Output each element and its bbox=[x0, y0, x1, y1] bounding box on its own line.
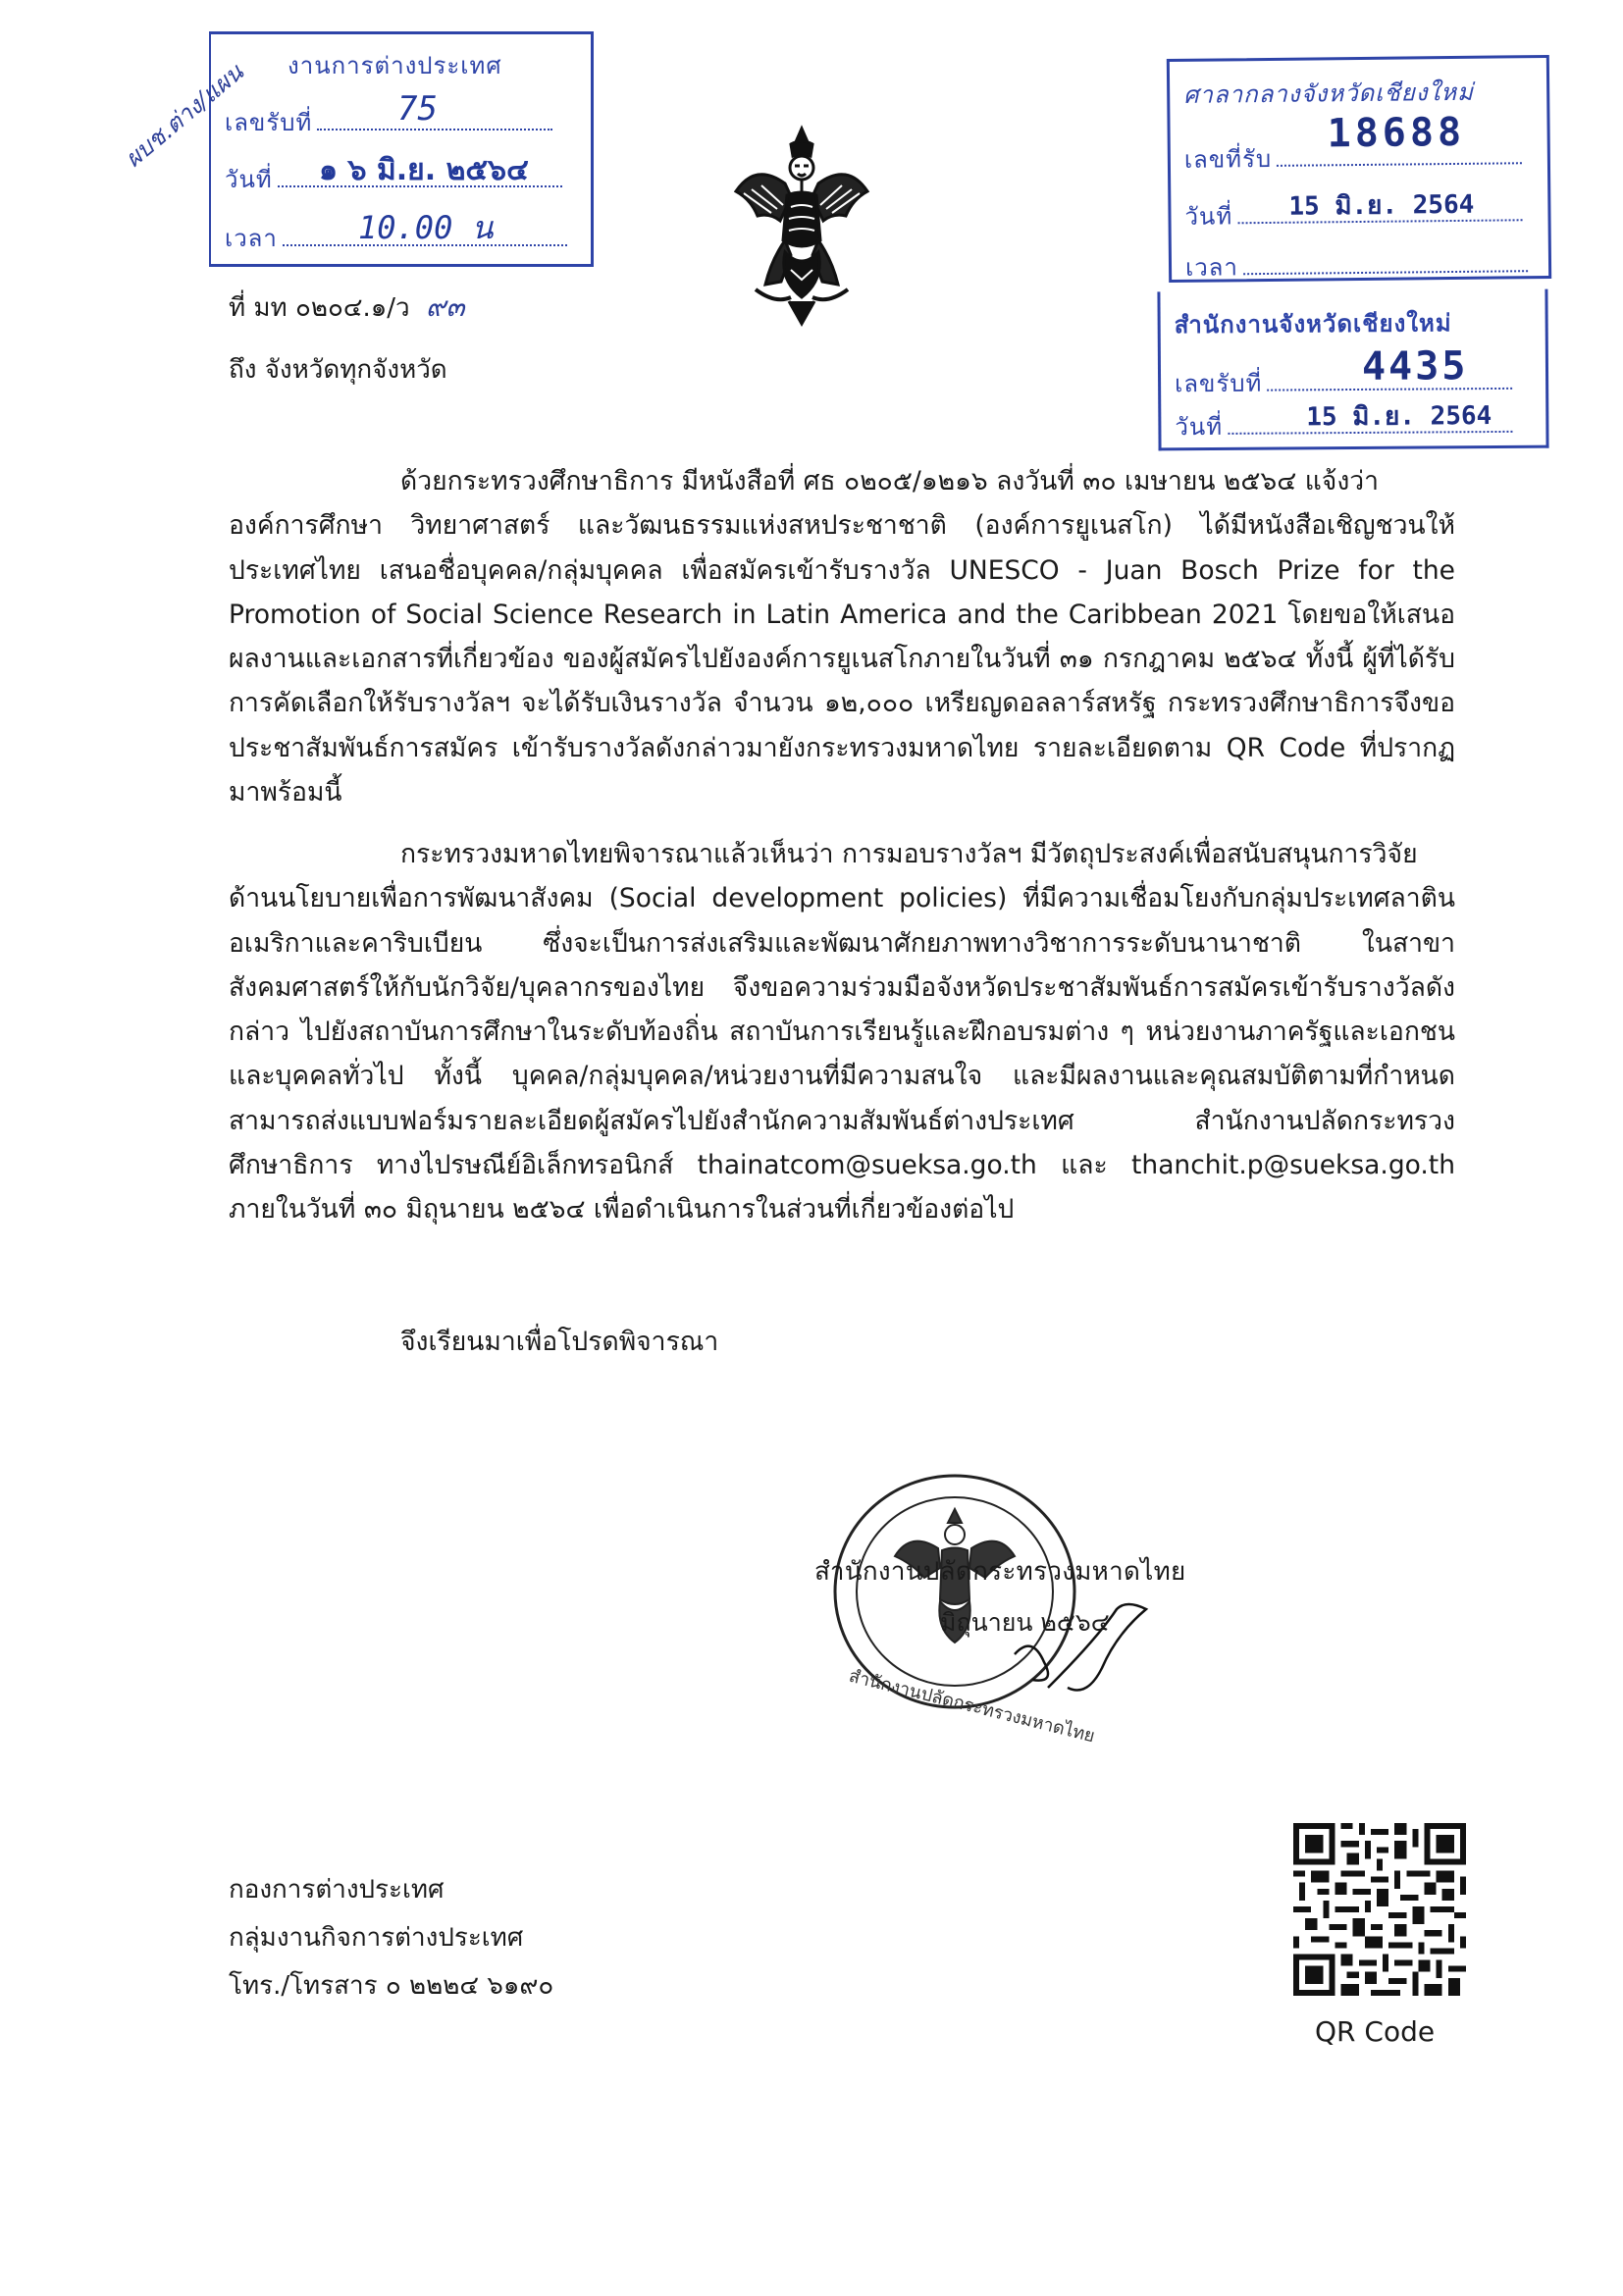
handwritten-side-note: ผบช.ต่าง/แผน bbox=[119, 58, 249, 174]
qr-code-icon[interactable] bbox=[1293, 1823, 1466, 1996]
stamp-receive-label: เลขรับที่ bbox=[1174, 369, 1263, 398]
paragraph-2 bbox=[229, 832, 1455, 1232]
closing-line: จึงเรียนมาเพื่อโปรดพิจารณา bbox=[400, 1327, 719, 1357]
seal-ring-text: สำนักงานปลัดกระทรวงมหาดไทย bbox=[846, 1665, 1097, 1748]
stamp-date-value: 15 มิ.ย. 2564 bbox=[1288, 189, 1475, 222]
contact-phone: โทร./โทรสาร ๐ ๒๒๒๔ ๖๑๙๐ bbox=[229, 1971, 554, 2001]
paragraph-2-first-line: กระทรวงมหาดไทยพิจารณาแล้วเห็นว่า การมอบรางวัลฯ มีวัตถุประสงค์เพื่อสนับสนุนการวิจัย bbox=[400, 839, 1418, 869]
stamp-title: ศาลากลางจังหวัดเชียงใหม่ bbox=[1183, 78, 1474, 109]
stamp-receive-label: เลขที่รับ bbox=[1183, 144, 1273, 174]
group-name: กลุ่มงานกิจการต่างประเทศ bbox=[229, 1923, 524, 1953]
reference-number-text: ที่ มท ๐๒๐๔.๑/ว bbox=[229, 293, 410, 323]
garuda-emblem-icon bbox=[726, 123, 878, 329]
stamp-date-value: 15 มิ.ย. 2564 bbox=[1306, 401, 1492, 433]
stamp-date-label: วันที่ bbox=[1175, 412, 1224, 442]
stamp-time-label: เวลา bbox=[1184, 253, 1239, 282]
signatory-office: สำนักงานปลัดกระทรวงมหาดไทย bbox=[814, 1557, 1186, 1587]
stamp-time-label: เวลา bbox=[225, 225, 278, 252]
addressee: ถึง จังหวัดทุกจังหวัด bbox=[229, 355, 447, 385]
reference-number-handwritten: ๙๓ bbox=[425, 290, 465, 323]
stamp-receive-number: 75 bbox=[397, 89, 438, 129]
stamp-date-value: ๑ ๖ มิ.ย. ๒๕๖๔ bbox=[319, 153, 529, 187]
stamp-title: งานการต่างประเทศ bbox=[288, 52, 502, 79]
stamp-receive-number: 18688 bbox=[1327, 109, 1466, 157]
paragraph-1-first-line: ด้วยกระทรวงศึกษาธิการ มีหนังสือที่ ศธ ๐๒๐๕/๑๒๑๖ ลงวันที่ ๓๐ เมษายน ๒๕๖๔ แจ้งว่า bbox=[400, 466, 1380, 496]
stamp-receive-number: 4435 bbox=[1361, 343, 1469, 390]
stamp-time-value: 10.00 น bbox=[358, 209, 494, 246]
foreign-affairs-receive-stamp bbox=[209, 31, 594, 267]
stamp-receive-label: เลขรับที่ bbox=[225, 109, 313, 136]
stamp-date-label: วันที่ bbox=[225, 166, 273, 193]
qr-code-label: QR Code bbox=[1315, 2015, 1436, 2048]
paragraph-2-body: ด้านนโยบายเพื่อการพัฒนาสังคม (Social development policies) ที่มีความเชื่อมโยงกับกลุ่มประเทศลาติน อเมริกาและคาริบเบียน ซึ่งจะเป็นการส่งเสริมและพัฒนาศักยภาพทางวิชาการระดับนานาชาติ ในสาขา สังคมศาสตร์ให้กับนักวิจัย/บุคลากรของไทย จึงขอความร่วมมือจังหวัดประชาสัมพันธ์การสมัครเข้ารับรางวัลดังกล่าว ไปยังสถาบันการศึกษาในระดับท้องถิ่น สถาบันการเรียนรู้และฝึกอบรมต่าง ๆ หน่วยงานภาครัฐและเอกชน และบุคคลทั่วไป ทั้งนี้ บุคคล/กลุ่มบุคคล/หน่วยงานที่มีความสนใจ และมีผลงานและคุณสมบัติตามที่กำหนด สามารถส่งแบบฟอร์มรายละเอียดผู้สมัครไปยังสำนักความสัมพันธ์ต่างประเทศ สำนักงานปลัดกระทรวงศึกษาธิการ ทางไปรษณีย์อิเล็กทรอนิกส์ thainatcom@sueksa.go.th และ thanchit.p@sueksa.go.th ภายในวันที่ ๓๐ มิถุนายน ๒๕๖๔ เพื่อดำเนินการในส่วนที่เกี่ยวข้องต่อไป bbox=[229, 883, 1455, 1226]
stamp-date-label: วันที่ bbox=[1184, 202, 1233, 231]
paragraph-1-body: องค์การศึกษา วิทยาศาสตร์ และวัฒนธรรมแห่งสหประชาชาติ (องค์การยูเนสโก) ได้มีหนังสือเชิญชวนให้ประเทศไทย เสนอชื่อบุคคล/กลุ่มบุคคล เพื่อสมัครเข้ารับรางวัล UNESCO - Juan Bosch Prize for the Promotion of Social Science Research in Latin America and the Caribbean 2021 โดยขอให้เสนอผลงานและเอกสารที่เกี่ยวข้อง ของผู้สมัครไปยังองค์การยูเนสโกภายในวันที่ ๓๑ กรกฎาคม ๒๕๖๔ ทั้งนี้ ผู้ที่ได้รับการคัดเลือกให้รับรางวัลฯ จะได้รับเงินรางวัล จำนวน ๑๒,๐๐๐ เหรียญดอลลาร์สหรัฐ กระทรวงศึกษาธิการจึงขอประชาสัมพันธ์การสมัคร เข้ารับรางวัลดังกล่าวมายังกระทรวงมหาดไทย รายละเอียดตาม QR Code ที่ปรากฏมาพร้อมนี้ bbox=[229, 510, 1455, 809]
provincial-office-receive-stamp bbox=[1157, 289, 1548, 451]
signature-date: มิถุนายน ๒๕๖๔ bbox=[940, 1608, 1110, 1637]
provincial-hall-receive-stamp bbox=[1167, 55, 1551, 283]
stamp-title: สำนักงานจังหวัดเชียงใหม่ bbox=[1174, 309, 1452, 339]
division-name: กองการต่างประเทศ bbox=[229, 1875, 445, 1905]
reference-number bbox=[229, 288, 465, 327]
paragraph-1 bbox=[229, 459, 1455, 814]
